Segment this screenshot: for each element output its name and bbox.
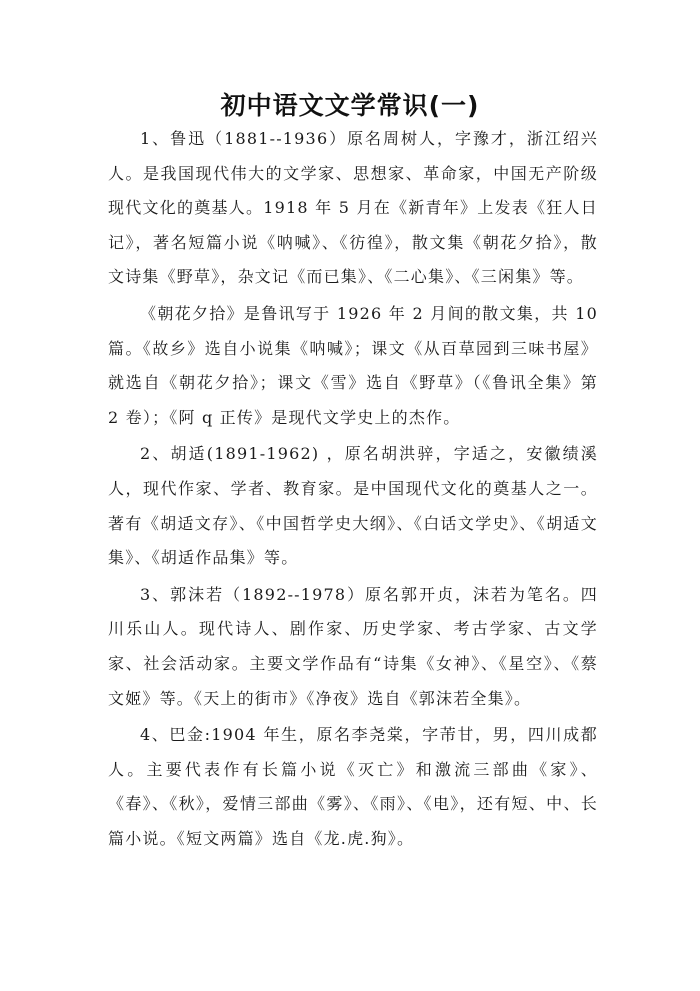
paragraph-ba-jin: 4、巴金:1904 年生，原名李尧棠，字芾甘，男，四川成都人。主要代表作有长篇小说《灭亡》和激流三部曲《家》、《春》、《秋》，爱情三部曲《雾》、《雨》、《电》，还有短、中、长篇小说。《短文两篇》选自《龙.虎.狗》。 xyxy=(108,725,598,848)
paragraph-hu-shi: 2、胡适(1891-1962) ，原名胡洪骍，字适之，安徽绩溪人，现代作家、学者、教育家。是中国现代文化的奠基人之一。著有《胡适文存》、《中国哲学史大纲》、《白话文学史》、《胡适文集》、《胡适作品集》等。 xyxy=(108,444,598,568)
paragraph-guo-moruo: 3、郭沫若（1892--1978）原名郭开贞，沫若为笔名。四川乐山人。现代诗人、剧作家、历史学家、考古学家、古文学家、社会活动家。主要文学作品有“诗集《女神》、《星空》、《蔡文姬》等。《天上的街市》《净夜》选自《郭沫若全集》。 xyxy=(108,584,598,708)
page-title: 初中语文文学常识(一) xyxy=(220,91,480,120)
paragraph-lu-xun: 1、鲁迅（1881--1936）原名周树人，字豫才，浙江绍兴人。是我国现代伟大的文学家、思想家、革命家，中国无产阶级现代文化的奠基人。1918 年 5 月在《新青年》上发表《狂人日记》，著名短篇小说《呐喊》、《彷徨》，散文集《朝花夕拾》，散文诗集《野草》，杂文记《而已集》、《二心集》、《三闲集》等。 xyxy=(108,129,598,287)
document-body xyxy=(108,122,598,856)
paragraph-zhaohua-xishi: 《朝花夕拾》是鲁讯写于 1926 年 2 月间的散文集，共 10 篇。《故乡》选自小说集《呐喊》；课文《从百草园到三味书屋》就选自《朝花夕拾》；课文《雪》选自《野草》（《鲁讯全集》第 2 卷）；《阿 q 正传》是现代文学史上的杰作。 xyxy=(108,303,598,427)
